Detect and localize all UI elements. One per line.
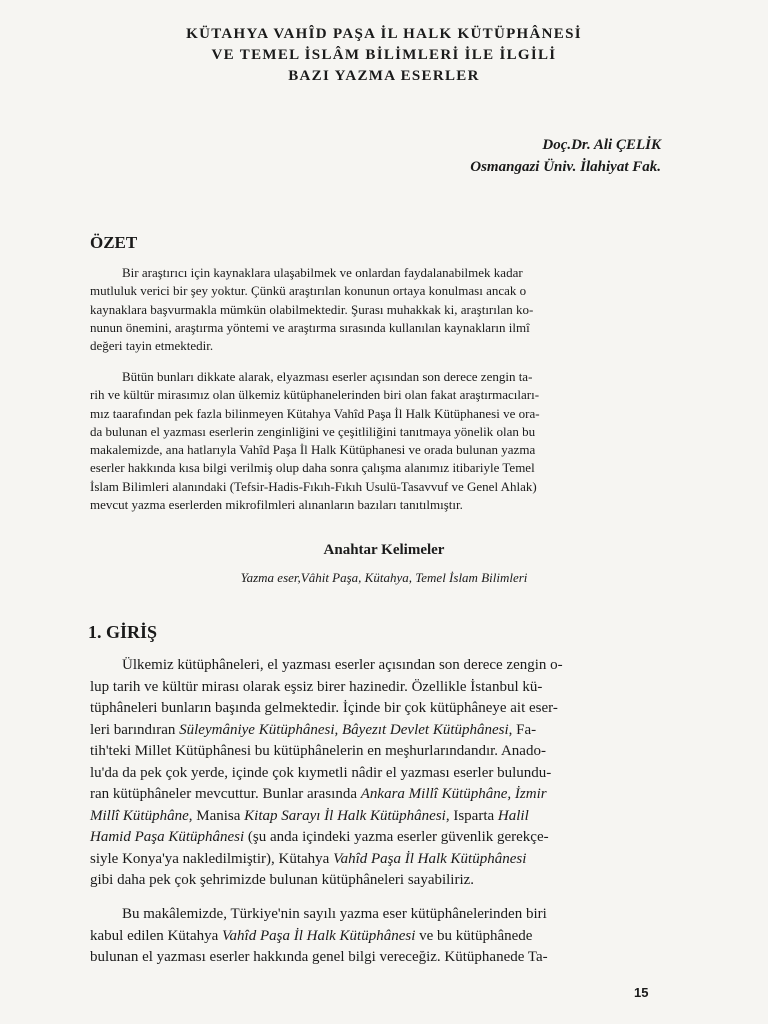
- library-name: Vahîd Paşa İl Halk Kütüphânesi: [333, 850, 527, 867]
- text-line: tih'teki Millet Kütüphânesi bu kütüphânelerin en meşhurlarındandır. Anado-: [90, 743, 546, 759]
- text-line: Bir araştırıcı için kaynaklara ulaşabilmek ve onlardan faydalanabilmek kadar: [122, 265, 523, 280]
- text-line: [90, 720, 656, 742]
- library-name: Millî Kütüphâne: [90, 807, 189, 824]
- text-run: siyle Konya'ya nakledilmiştir), Kütahya: [90, 850, 334, 867]
- text-line: [90, 926, 656, 948]
- text-run: ran kütüphâneler mevcuttur. Bunlar arasında: [90, 786, 361, 802]
- text-line: değeri tayin etmektedir.: [90, 338, 214, 354]
- author-name: Doç.Dr. Ali ÇELİK: [542, 137, 661, 153]
- abstract-paragraph-1: [90, 264, 662, 355]
- text-line: lup tarih ve kültür mirası olarak eşsiz birer hazinedir. Özellikle İstanbul kü-: [90, 678, 543, 695]
- library-name: Halil: [497, 807, 529, 824]
- keywords-text: Yazma eser,Vâhit Paşa, Kütahya, Temel İslam Bilimleri: [240, 570, 528, 585]
- text-line: Bütün bunları dikkate alarak, elyazması eserler açısından son derece zengin ta-: [122, 369, 533, 384]
- text-run: (şu anda içindeki yazma eserler güvenlik gerekçe-: [244, 829, 549, 845]
- author-block: [470, 134, 661, 178]
- text-run: , Manisa: [188, 807, 245, 824]
- text-line: nunun önemini, araştırma yöntemi ve araştırma sırasında kullanılan kaynakların ilmî: [90, 319, 530, 335]
- text-line: gibi daha pek çok şehrimizde bulunan kütüphâneleri sayabiliriz.: [90, 872, 475, 888]
- author-affiliation: Osmangazi Üniv. İlahiyat Fak.: [470, 159, 661, 175]
- text-line: makalemizde, ana hatlarıyla Vahîd Paşa İl Halk Kütüphanesi ve orada bulunan yazma: [90, 442, 536, 458]
- text-line: [90, 806, 656, 828]
- text-line: Ülkemiz kütüphâneleri, el yazması eserler açısından son derece zengin o-: [122, 657, 563, 673]
- text-line: rih ve kültür mirasımız olan ülkemiz kütüphanelerinden biri olan fakat araştırmacıları-: [90, 387, 540, 403]
- text-line: eserler hakkında kısa bilgi verilmiş olup daha sonra çalışma alanımız itibariyle Temel: [90, 460, 535, 476]
- text-line: bulunan el yazması eserler hakkında genel bilgi vereceğiz. Kütüphanede Ta-: [90, 949, 548, 965]
- giris-paragraph-1: [90, 655, 656, 892]
- text-line: Bu makâlemizde, Türkiye'nin sayılı yazma eser kütüphânelerinden biri: [122, 906, 547, 922]
- library-name: Süleymâniye Kütüphânesi, Bâyezıt Devlet Kütüphânesi: [179, 721, 509, 738]
- text-run: , Fa-: [508, 721, 537, 738]
- text-line: İslam Bilimleri alanındaki (Tefsir-Hadis-Fıkıh-Fıkıh Usulü-Tasavvuf ve Genel Ahlak): [90, 478, 537, 494]
- text-run: leri barındıran: [90, 721, 180, 738]
- text-line: lu'da da pek çok yerde, içinde çok kıymetli nâdir el yazması eserler bulundu-: [90, 764, 552, 781]
- keywords-heading: Anahtar Kelimeler: [323, 542, 445, 558]
- text-line: mız taarafından pek fazla bilinmeyen Kütahya Vahîd Paşa İl Halk Kütüphanesi ve ora-: [90, 405, 540, 421]
- giris-paragraph-2: [90, 904, 656, 969]
- abstract-heading: ÖZET: [90, 233, 138, 252]
- library-name: Kitap Sarayı İl Halk Kütüphânesi: [244, 807, 446, 824]
- text-line: mevcut yazma eserlerden mikrofilmleri alınanların bazıları tanıtılmıştır.: [90, 497, 463, 513]
- title-line-1: KÜTAHYA VAHÎD PAŞA İL HALK KÜTÜPHÂNESİ: [186, 26, 582, 42]
- article-title: [0, 24, 768, 87]
- text-line: da bulunan el yazması eserlerin zenginliğini ve çeşitliliğini tanıtmaya yönelik olan bu: [90, 423, 536, 439]
- page-number: 15: [634, 985, 649, 1000]
- library-name: Hamid Paşa Kütüphânesi: [90, 829, 245, 845]
- library-name: Ankara Millî Kütüphâne, İzmir: [360, 786, 547, 802]
- section-heading-giris: 1. GİRİŞ: [88, 622, 158, 642]
- text-line: mutluluk verici bir şey yoktur. Çünkü araştırılan konunun ortaya konulması ancak o: [90, 283, 527, 299]
- abstract-paragraph-2: [90, 368, 662, 514]
- title-line-3: BAZI YAZMA ESERLER: [288, 68, 480, 84]
- library-name: Vahîd Paşa İl Halk Kütüphânesi: [222, 927, 416, 944]
- text-line: tüphâneleri bunların başında gelmektedir. İçinde bir çok kütüphâneye ait eser-: [90, 700, 558, 716]
- text-run: kabul edilen Kütahya: [90, 927, 223, 944]
- text-line: [90, 849, 656, 871]
- text-line: [90, 784, 656, 806]
- title-line-2: VE TEMEL İSLÂM BİLİMLERİ İLE İLGİLİ: [211, 47, 557, 63]
- text-line: kaynaklara başvurmakla mümkün olabilmektedir. Şurası muhakkak ki, araştırılan ko-: [90, 301, 534, 317]
- text-run: ve bu kütüphânede: [415, 927, 533, 944]
- text-line: [90, 827, 656, 849]
- text-run: , Isparta: [445, 807, 498, 824]
